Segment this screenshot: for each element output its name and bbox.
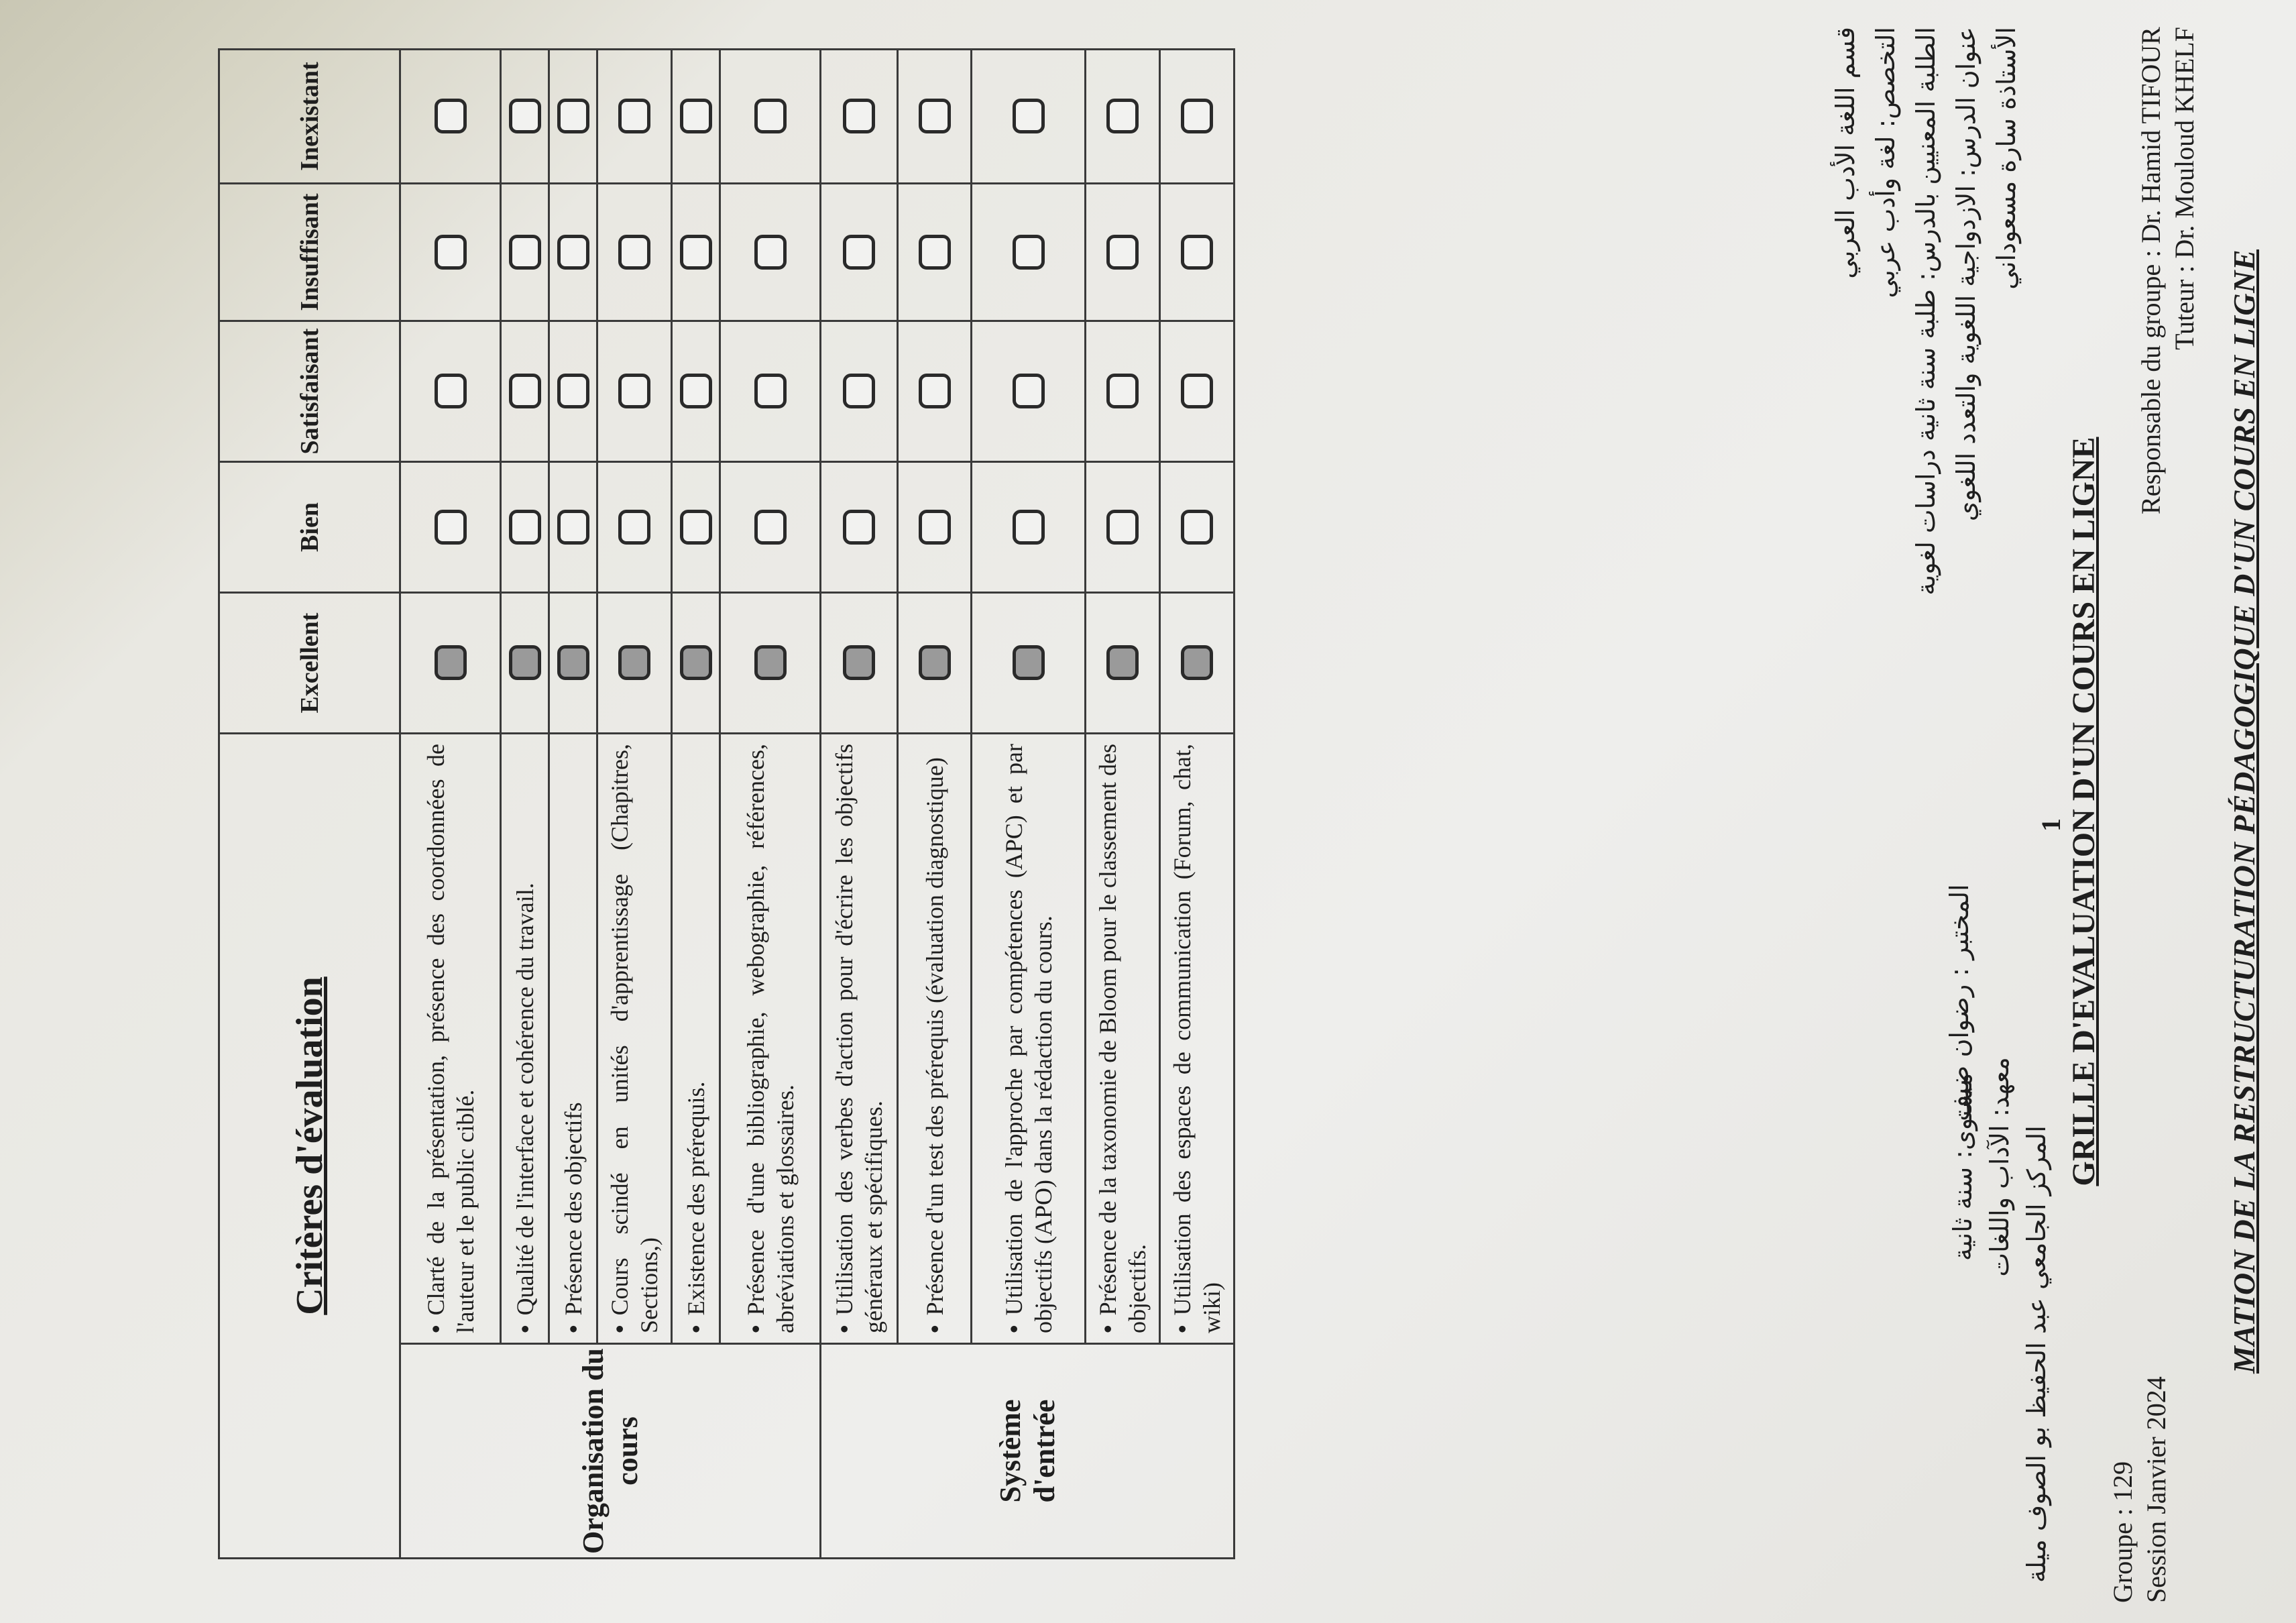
bullet-icon: • (742, 1325, 769, 1333)
col-head-excellent: Excellent (219, 593, 400, 734)
rating-checkbox-satisfaisant[interactable] (1106, 374, 1139, 409)
criterion-text: Qualité de l'interface et cohérence du travail. (511, 883, 538, 1316)
rating-checkbox-excellent[interactable] (1106, 646, 1139, 681)
rating-cell (672, 321, 720, 462)
rating-checkbox-excellent[interactable] (557, 646, 589, 681)
criterion-text: Existence des prérequis. (682, 1081, 709, 1316)
table-row (549, 50, 597, 1559)
arabic-left-line-1: المختبر : رضوان ضيف (1945, 884, 1974, 1121)
table-row (972, 50, 1086, 1559)
rating-checkbox-excellent[interactable] (618, 646, 650, 681)
rating-cell (549, 321, 597, 462)
criterion-cell (501, 734, 549, 1344)
table-row (672, 50, 720, 1559)
rating-checkbox-inexistant[interactable] (1181, 99, 1213, 134)
col-head-bien: Bien (219, 462, 400, 593)
rating-cell (400, 321, 501, 462)
rating-cell (672, 462, 720, 593)
responsable-label: Responsable du groupe : Dr. Hamid TIFOUR (2136, 27, 2166, 514)
category-cell: Système d'entrée (821, 1344, 1235, 1559)
bullet-icon: • (422, 1325, 449, 1333)
rating-checkbox-insuffisant[interactable] (843, 235, 875, 270)
rating-checkbox-insuffisant[interactable] (919, 235, 951, 270)
bullet-icon: • (831, 1325, 858, 1333)
rating-cell (720, 593, 821, 734)
rating-checkbox-satisfaisant[interactable] (754, 374, 787, 409)
rating-cell (972, 184, 1086, 321)
criterion-cell (1160, 734, 1235, 1344)
col-head-inexistant: Inexistant (219, 50, 400, 184)
rating-checkbox-satisfaisant[interactable] (680, 374, 712, 409)
rating-checkbox-insuffisant[interactable] (680, 235, 712, 270)
rating-cell (597, 462, 672, 593)
page-number: 1 (2036, 818, 2066, 832)
rating-checkbox-satisfaisant[interactable] (618, 374, 650, 409)
rating-cell (898, 50, 972, 184)
rating-checkbox-bien[interactable] (557, 510, 589, 545)
rating-checkbox-bien[interactable] (618, 510, 650, 545)
arabic-right-line-3: الطلبة المعنيين بالدرس: طلبة سنة ثانية دراسات لغوية (1911, 27, 1941, 596)
rating-cell (1086, 321, 1160, 462)
rating-cell (549, 462, 597, 593)
rating-checkbox-excellent[interactable] (754, 646, 787, 681)
rating-checkbox-bien[interactable] (919, 510, 951, 545)
rating-checkbox-insuffisant[interactable] (754, 235, 787, 270)
rating-checkbox-inexistant[interactable] (843, 99, 875, 134)
rating-checkbox-bien[interactable] (1106, 510, 1139, 545)
rating-cell (597, 50, 672, 184)
rating-checkbox-bien[interactable] (1013, 510, 1045, 545)
criterion-cell (400, 734, 501, 1344)
rating-checkbox-excellent[interactable] (435, 646, 467, 681)
criterion-text: Utilisation de l'approche par compétences (APC) et par objectifs (APO) dans la rédaction du cours. (1000, 744, 1057, 1333)
rating-checkbox-inexistant[interactable] (435, 99, 467, 134)
groupe-label: Groupe : 129 (2108, 1461, 2138, 1603)
arabic-left-line-4: مستوى: سنة ثانية (1948, 1072, 1977, 1262)
rating-cell (400, 50, 501, 184)
rating-cell (972, 462, 1086, 593)
rating-checkbox-insuffisant[interactable] (509, 235, 541, 270)
rating-checkbox-excellent[interactable] (1013, 646, 1045, 681)
rating-checkbox-satisfaisant[interactable] (1013, 374, 1045, 409)
criterion-text: Cours scindé en unités d'apprentissage (Chapitres, Sections,) (606, 744, 663, 1333)
rating-checkbox-insuffisant[interactable] (618, 235, 650, 270)
table-row (400, 50, 501, 1559)
rating-cell (501, 321, 549, 462)
rating-checkbox-inexistant[interactable] (919, 99, 951, 134)
rating-cell (1160, 184, 1235, 321)
rating-cell (720, 462, 821, 593)
rating-cell (597, 321, 672, 462)
rating-checkbox-satisfaisant[interactable] (843, 374, 875, 409)
bullet-icon: • (511, 1325, 538, 1333)
table-row (1086, 50, 1160, 1559)
rating-cell (1086, 593, 1160, 734)
rating-cell (972, 321, 1086, 462)
rating-cell (821, 593, 898, 734)
rating-cell (1160, 593, 1235, 734)
rating-cell (501, 462, 549, 593)
rating-cell (972, 593, 1086, 734)
criterion-text: Utilisation des verbes d'action pour d'écrire les objectifs généraux et spécifiques. (831, 744, 887, 1333)
criterion-text: Présence d'une bibliographie, webographie, références, abréviations et glossaires. (742, 744, 799, 1333)
criterion-cell (898, 734, 972, 1344)
criterion-text: Présence de la taxonomie de Bloom pour le classement des objectifs. (1094, 744, 1151, 1333)
criterion-cell (672, 734, 720, 1344)
rating-cell (672, 184, 720, 321)
criterion-text: Utilisation des espaces de communication (Forum, chat, wiki) (1169, 744, 1225, 1333)
rating-cell (400, 462, 501, 593)
rating-checkbox-insuffisant[interactable] (435, 235, 467, 270)
rating-checkbox-bien[interactable] (754, 510, 787, 545)
rating-checkbox-insuffisant[interactable] (557, 235, 589, 270)
rating-checkbox-inexistant[interactable] (754, 99, 787, 134)
table-header-row (219, 50, 400, 1559)
rating-checkbox-satisfaisant[interactable] (557, 374, 589, 409)
bullet-icon: • (606, 1325, 633, 1333)
col-head-satisfaisant: Satisfaisant (219, 321, 400, 462)
category-cell: Organisation du cours (400, 1344, 821, 1559)
rating-cell (597, 184, 672, 321)
rating-checkbox-insuffisant[interactable] (1013, 235, 1045, 270)
table-row (501, 50, 549, 1559)
criterion-text: Clarté de la présentation, présence des coordonnées de l'auteur et le public ciblé. (422, 744, 479, 1333)
session-label: Session Janvier 2024 (2141, 1376, 2171, 1603)
rating-checkbox-inexistant[interactable] (1106, 99, 1139, 134)
rating-checkbox-bien[interactable] (680, 510, 712, 545)
rating-cell (400, 184, 501, 321)
table-body (400, 50, 1235, 1559)
rating-checkbox-bien[interactable] (1181, 510, 1213, 545)
rating-cell (1160, 50, 1235, 184)
rating-checkbox-satisfaisant[interactable] (1181, 374, 1213, 409)
criterion-cell (720, 734, 821, 1344)
rating-cell (597, 593, 672, 734)
arabic-left-line-3: معهد: الآداب واللغات (1985, 1057, 2014, 1277)
rating-cell (549, 593, 597, 734)
rating-checkbox-inexistant[interactable] (680, 99, 712, 134)
table-row (821, 50, 898, 1559)
rating-cell (672, 593, 720, 734)
arabic-right-line-4: التخصص: لغة وأدب عربي (1871, 27, 1900, 298)
rating-cell (972, 50, 1086, 184)
rating-cell (720, 50, 821, 184)
arabic-right-line-1: الأستاذة سارة مسعوداني (1992, 27, 2021, 290)
rating-cell (501, 593, 549, 734)
bullet-icon: • (1000, 1325, 1027, 1333)
rating-cell (1160, 462, 1235, 593)
rating-checkbox-excellent[interactable] (843, 646, 875, 681)
criterion-cell (821, 734, 898, 1344)
rating-checkbox-inexistant[interactable] (509, 99, 541, 134)
rating-cell (501, 50, 549, 184)
rating-cell (720, 184, 821, 321)
rating-cell (720, 321, 821, 462)
rating-cell (400, 593, 501, 734)
criterion-cell (1086, 734, 1160, 1344)
table-row (597, 50, 672, 1559)
bullet-icon: • (559, 1325, 587, 1333)
arabic-right-line-2: عنوان الدرس: الازدواجية اللغوية والتعدد اللغوي (1951, 27, 1981, 522)
rating-cell (898, 593, 972, 734)
rating-cell (821, 321, 898, 462)
rating-cell (821, 50, 898, 184)
rating-checkbox-bien[interactable] (509, 510, 541, 545)
rating-cell (821, 184, 898, 321)
arabic-right-line-5: قسم اللغة الأدب العربي (1831, 27, 1860, 279)
rating-cell (898, 184, 972, 321)
arabic-left-line-2: المركز الجامعي عبد الحفيظ بو الصوف ميلة (2022, 1125, 2051, 1583)
rating-cell (1160, 321, 1235, 462)
rating-checkbox-inexistant[interactable] (618, 99, 650, 134)
rating-checkbox-bien[interactable] (435, 510, 467, 545)
table-row (1160, 50, 1235, 1559)
rating-checkbox-satisfaisant[interactable] (919, 374, 951, 409)
rating-checkbox-inexistant[interactable] (1013, 99, 1045, 134)
running-title: MATION DE LA RESTRUCTURATION PÉDAGOGIQUE D'UN COURS EN LIGNE (2227, 249, 2261, 1374)
rating-checkbox-bien[interactable] (843, 510, 875, 545)
bullet-icon: • (1094, 1325, 1121, 1333)
rating-checkbox-insuffisant[interactable] (1181, 235, 1213, 270)
rating-checkbox-excellent[interactable] (919, 646, 951, 681)
criterion-cell (549, 734, 597, 1344)
table-row (720, 50, 821, 1559)
rating-checkbox-excellent[interactable] (680, 646, 712, 681)
bullet-icon: • (1169, 1325, 1196, 1333)
bullet-icon: • (682, 1325, 709, 1333)
rating-checkbox-excellent[interactable] (509, 646, 541, 681)
rating-cell (549, 184, 597, 321)
col-head-insuffisant: Insuffisant (219, 184, 400, 321)
criterion-cell (972, 734, 1086, 1344)
rating-checkbox-insuffisant[interactable] (1106, 235, 1139, 270)
rating-checkbox-satisfaisant[interactable] (435, 374, 467, 409)
bullet-icon: • (921, 1325, 948, 1333)
table-row (898, 50, 972, 1559)
rating-cell (898, 462, 972, 593)
rating-checkbox-inexistant[interactable] (557, 99, 589, 134)
rating-cell (898, 321, 972, 462)
page-title: GRILLE D'EVALUATION D'UN COURS EN LIGNE (2066, 437, 2102, 1186)
rating-checkbox-excellent[interactable] (1181, 646, 1213, 681)
rating-cell (1086, 50, 1160, 184)
rating-checkbox-satisfaisant[interactable] (509, 374, 541, 409)
criterion-text: Présence d'un test des prérequis (évaluation diagnostique) (921, 757, 948, 1316)
rating-cell (1086, 184, 1160, 321)
criterion-text: Présence des objectifs (559, 1102, 587, 1316)
rating-cell (672, 50, 720, 184)
criterion-cell (597, 734, 672, 1344)
criteria-heading: Critères d'évaluation (219, 734, 400, 1559)
evaluation-table (218, 48, 1235, 1559)
rating-cell (1086, 462, 1160, 593)
rating-cell (549, 50, 597, 184)
tuteur-label: Tuteur : Dr. Mouloud KHELF (2169, 27, 2199, 350)
rating-cell (501, 184, 549, 321)
rating-cell (821, 462, 898, 593)
